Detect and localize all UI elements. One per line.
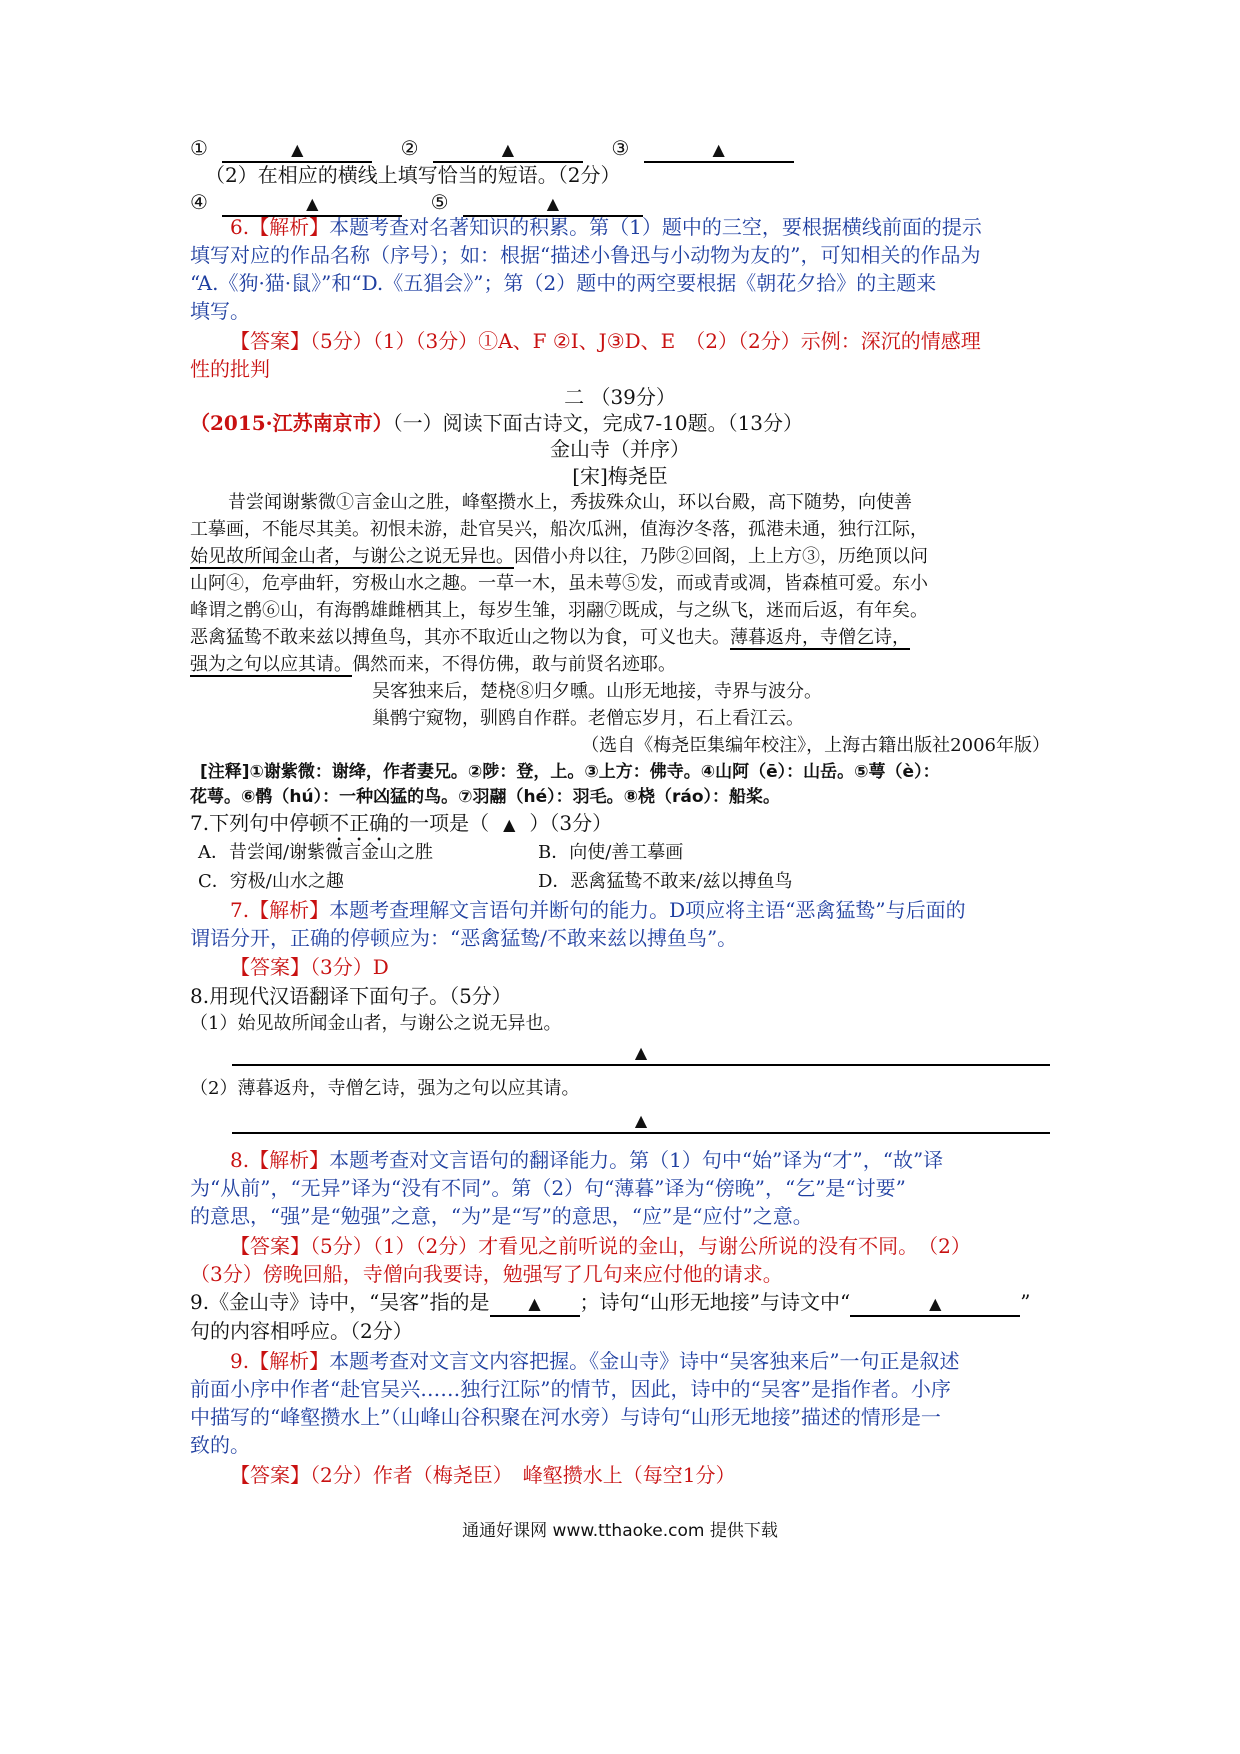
triangle-marker-icon: ▲: [546, 194, 560, 213]
q9-stem-line-2: 句的内容相呼应。（2分）: [190, 1319, 413, 1343]
q8-answer-line-1[interactable]: [232, 1064, 1050, 1066]
triangle-marker-icon: ▲: [306, 194, 319, 213]
q7-emphasis: 不正确: [329, 811, 390, 835]
analysis-label: 8.【解析】: [230, 1148, 330, 1172]
notes-line-2: 花萼。⑥鹘（hú）：一种凶猛的鸟。⑦羽翮（hé）：羽毛。⑧桡（ráo）：船桨。: [190, 787, 781, 807]
poem-source: （选自《梅尧臣集编年校注》，上海古籍出版社2006年版）: [581, 735, 1050, 756]
poem-title: 金山寺（并序）: [550, 437, 690, 461]
blank-label-5: ⑤: [430, 190, 449, 214]
q8-analysis-line-2: 为“从前”，“无异”译为“没有不同”。第（2）句“薄暮”译为“傍晚”，“乞”是“讨要”: [190, 1176, 906, 1200]
q7-option-d[interactable]: D．恶禽猛鸷不敢来/兹以搏鱼鸟: [538, 871, 793, 892]
analysis-label: 7.【解析】: [230, 898, 330, 922]
poem-line-2: 巢鹘宁窥物，驯鸥自作群。老僧忘岁月，石上看江云。: [372, 708, 804, 729]
q9-stem-text: ；诗句“山形无地接”与诗文中“: [579, 1290, 851, 1314]
q8-sentence-1: （1）始见故所闻金山者，与谢公之说无异也。: [190, 1013, 562, 1034]
preface-line-7: [190, 650, 1050, 680]
q6-answer-line-2: 性的批判: [190, 357, 270, 381]
q9-analysis-line-1: [230, 1346, 1050, 1376]
triangle-marker-icon: ▲: [528, 1294, 541, 1313]
underlined-sentence-1: 始见故所闻金山者，与谢公之说无异也。: [190, 546, 514, 567]
q8-analysis-line-1: [230, 1145, 1050, 1175]
q7-stem-end: ）（3分）: [529, 811, 613, 835]
q6-part2: （2）在相应的横线上填写恰当的短语。（2分）: [205, 163, 621, 187]
triangle-marker-icon: ▲: [712, 140, 725, 159]
q9-stem-text: ”: [1020, 1290, 1031, 1314]
notes-line-1: [注释]①谢紫微：谢绛，作者妻兄。②陟：登，上。③上方：佛寺。④山阿（ē）：山岳。⑤萼（è）：: [200, 762, 940, 782]
triangle-marker-icon: ▲: [929, 1294, 942, 1313]
q7-answer: [230, 952, 1050, 982]
q9-stem-text: 9.《金山寺》诗中，“吴客”指的是: [190, 1290, 490, 1314]
q6-analysis-line-1: [230, 212, 1050, 242]
q7-options-row-2: [198, 867, 1050, 897]
q7-analysis-line-1: [230, 895, 1050, 925]
answer-label: 【答案】: [230, 1463, 310, 1487]
preface-line-2: 工摹画，不能尽其美。初恨未游，赴官吴兴，船次瓜洲，值海汐冬落，孤港未通，独行江际，: [190, 519, 928, 540]
q8-analysis-line-3: 的意思，“强”是“勉强”之意，“为”是“写”的意思，“应”是“应付”之意。: [190, 1204, 813, 1228]
analysis-text: 本题考查理解文言语句并断句的能力。D项应将主语“恶禽猛鸷”与后面的: [329, 898, 966, 922]
q8-sentence-2: （2）薄暮返舟，寺僧乞诗，强为之句以应其请。: [190, 1078, 580, 1099]
q7-analysis-line-2: 谓语分开，正确的停顿应为：“恶禽猛鸷/不敢来兹以搏鱼鸟”。: [190, 926, 738, 950]
poem-line-1: 吴客独来后，楚桡⑧归夕曛。山形无地接，寺界与波分。: [372, 681, 822, 702]
answer-label: 【答案】: [230, 329, 310, 353]
preface-line-3: [190, 542, 1050, 572]
q7-option-b[interactable]: B．向使/善工摹画: [538, 842, 684, 863]
q9-analysis-line-2: 前面小序中作者“赴官吴兴……独行江际”的情节，因此，诗中的“吴客”是指作者。小序: [190, 1377, 951, 1401]
blank-label-1: ①: [190, 136, 208, 160]
q9-stem: [190, 1287, 1050, 1317]
q8-stem: 8.用现代汉语翻译下面句子。（5分）: [190, 984, 512, 1008]
poem-author: [宋]梅尧臣: [572, 464, 668, 488]
triangle-marker-icon: ▲: [634, 1043, 648, 1062]
q7-options-row-1: [198, 838, 1050, 868]
analysis-text: 本题考查对文言语句的翻译能力。第（1）句中“始”译为“才”，“故”译: [329, 1148, 944, 1172]
q6-analysis-line-3: “A.《狗·猫·鼠》”和“D.《五猖会》”；第（2）题中的两空要根据《朝花夕拾》的主题来: [190, 271, 937, 295]
answer-text: （3分）D: [310, 955, 389, 979]
q6-answer-line-1: [230, 326, 1050, 356]
q6-blanks-row-1: [190, 133, 1050, 163]
q6-analysis-line-2: 填写对应的作品名称（序号）；如：根据“描述小鲁迅与小动物为友的”，可知相关的作品为: [190, 243, 981, 267]
triangle-marker-icon: ▲: [291, 140, 304, 159]
q9-analysis-line-4: 致的。: [190, 1433, 250, 1457]
q6-analysis-line-4: 填写。: [190, 299, 250, 323]
q9-answer: [230, 1460, 1050, 1490]
preface-line-5: 峰谓之鹘⑥山，有海鹘雄雌栖其上，每岁生雏，羽翮⑦既成，与之纵飞，迷而后返，有年矣。: [190, 600, 928, 621]
triangle-marker-icon: ▲: [503, 815, 516, 834]
blank-label-3: ③: [611, 136, 630, 160]
analysis-text: 本题考查对名著知识的积累。第（1）题中的三空，要根据横线前面的提示: [329, 215, 982, 239]
q9-blank-1[interactable]: [490, 1291, 580, 1317]
preface-line-1: 昔尝闻谢紫微①言金山之胜，峰壑攒水上，秀拔殊众山，环以台殿，高下随势，向使善: [228, 492, 912, 513]
section-heading: 二 （39分）: [564, 385, 676, 409]
source-tag: （2015·江苏南京市）: [190, 411, 393, 435]
q8-answer-line-1: [230, 1231, 1050, 1261]
blank-label-4: ④: [190, 190, 208, 214]
answer-label: 【答案】: [230, 955, 310, 979]
answer-label: 【答案】: [230, 1234, 310, 1258]
q7-stem-text: 的一项是（: [389, 811, 490, 835]
page-footer: 通通好课网 www.tthaoke.com 提供下载: [462, 1521, 778, 1541]
q9-blank-2[interactable]: [850, 1291, 1020, 1317]
analysis-label: 9.【解析】: [230, 1349, 330, 1373]
analysis-label: 6.【解析】: [230, 215, 330, 239]
q7-option-c[interactable]: C．穷极/山水之趣: [198, 871, 344, 892]
preface-text: 恶禽猛鸷不敢来兹以搏鱼鸟，其亦不取近山之物以为食，可义也夫。: [190, 627, 730, 648]
q7-option-a[interactable]: A．昔尝闻/谢紫微言金山之胜: [198, 842, 434, 863]
q7-stem-text: 7.下列句中停顿: [190, 811, 330, 835]
blank-label-2: ②: [400, 136, 419, 160]
preface-line-4: 山阿④，危亭曲轩，穷极山水之趣。一草一木，虽未萼⑤发，而或青或凋，皆森植可爱。东小: [190, 573, 928, 594]
preface-text: 因借小舟以往，乃陟②回阁，上上方③，历绝顶以问: [514, 546, 928, 567]
q8-answer-line-2: （3分）傍晚回船，寺僧向我要诗，勉强写了几句来应付他的请求。: [190, 1262, 783, 1286]
triangle-marker-icon: ▲: [634, 1111, 648, 1130]
analysis-text: 本题考查对文言文内容把握。《金山寺》诗中“吴客独来后”一句正是叙述: [329, 1349, 960, 1373]
underlined-sentence-2: 薄暮返舟，寺僧乞诗，: [730, 627, 910, 648]
preface-text: 偶然而来，不得仿佛，敢与前贤名迹耶。: [352, 654, 676, 675]
underlined-sentence-2b: 强为之句以应其请。: [190, 654, 352, 675]
section-intro-text: （一）阅读下面古诗文，完成7-10题。（13分）: [392, 411, 804, 435]
preface-line-6: [190, 623, 1050, 653]
answer-text: （2分）作者（梅尧臣） 峰壑攒水上（每空1分）: [310, 1463, 736, 1487]
answer-text: （5分）（1）（3分）①A、F ②I、J③D、E （2）（2分）示例：深沉的情感理: [310, 329, 981, 353]
q8-answer-line-2[interactable]: [232, 1132, 1050, 1134]
answer-text: （5分）（1）（2分）才看见之前听说的金山，与谢公所说的没有不同。 （2）: [310, 1234, 971, 1258]
q9-analysis-line-3: 中描写的“峰壑攒水上”（山峰山谷积聚在河水旁）与诗句“山形无地接”描述的情形是一: [190, 1405, 941, 1429]
triangle-marker-icon: ▲: [501, 140, 515, 159]
